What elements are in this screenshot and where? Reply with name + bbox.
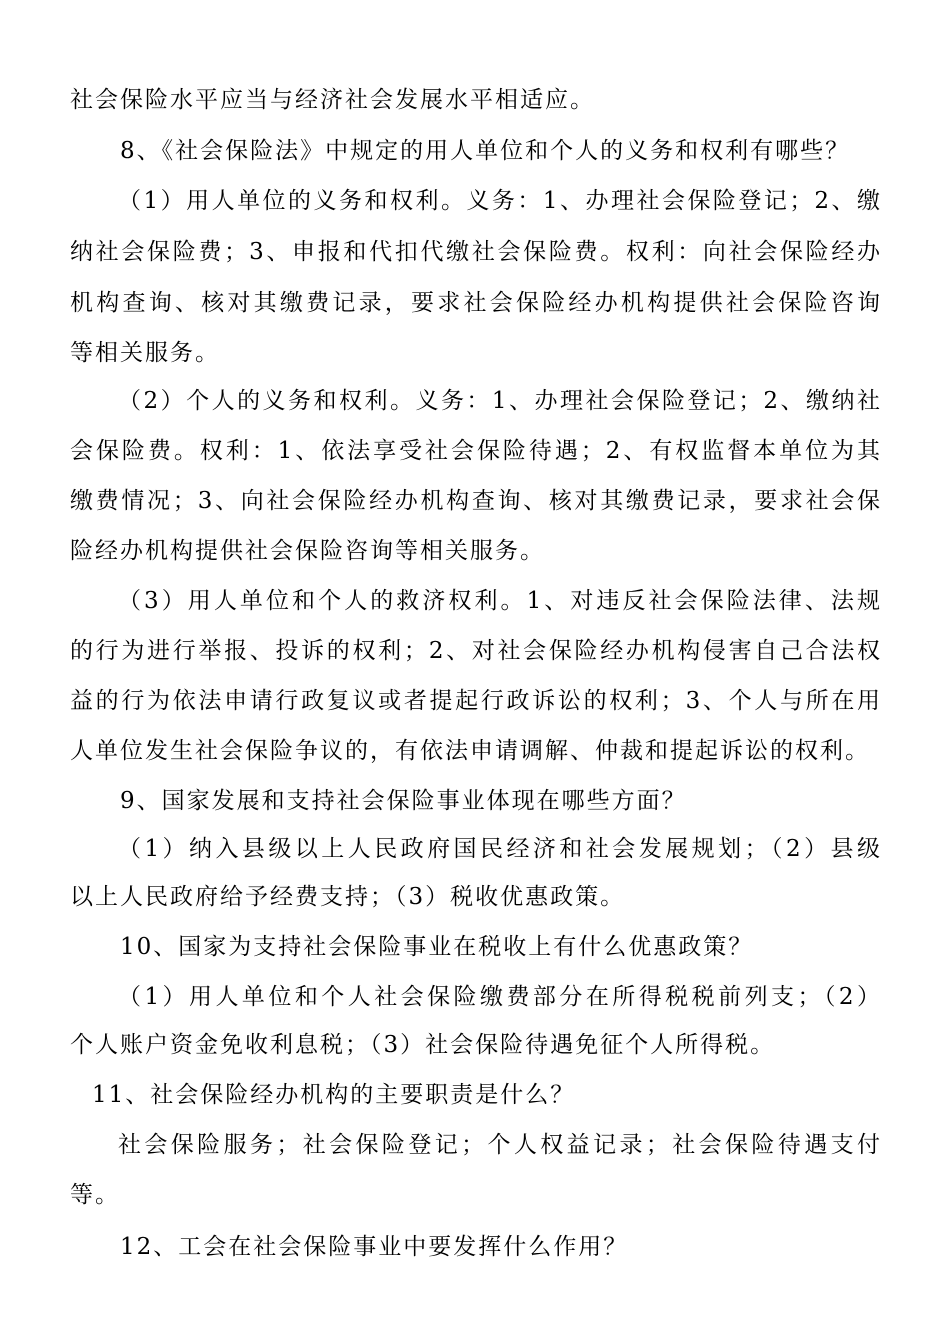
- paragraph-line: 社会保险水平应当与经济社会发展水平相适应。: [70, 87, 595, 113]
- paragraph-line: 机构查询、核对其缴费记录，要求社会保险经办机构提供社会保险咨询: [70, 290, 882, 316]
- paragraph-line: 个人账户资金免收利息税；（3）社会保险待遇免征个人所得税。: [70, 1032, 776, 1058]
- paragraph-line: 会保险费。权利：1、依法享受社会保险待遇；2、有权监督本单位为其: [70, 438, 882, 464]
- paragraph-line: 纳社会保险费；3、申报和代扣代缴社会保险费。权利：向社会保险经办: [70, 239, 882, 265]
- paragraph-line: 以上人民政府给予经费支持；（3）税收优惠政策。: [70, 884, 626, 910]
- question-heading: 12、工会在社会保险事业中要发挥什么作用？: [120, 1234, 629, 1260]
- paragraph-line: 缴费情况；3、向社会保险经办机构查询、核对其缴费记录，要求社会保: [70, 488, 882, 514]
- paragraph-line: 益的行为依法申请行政复议或者提起行政诉讼的权利；3、个人与所在用: [70, 688, 882, 714]
- paragraph-line: 社会保险服务；社会保险登记；个人权益记录；社会保险待遇支付: [118, 1132, 882, 1158]
- question-heading: 11、社会保险经办机构的主要职责是什么？: [92, 1082, 576, 1108]
- paragraph-line: （3）用人单位和个人的救济权利。1、对违反社会保险法律、法规: [118, 588, 882, 614]
- paragraph-line: （1）纳入县级以上人民政府国民经济和社会发展规划；（2）县级: [118, 836, 882, 862]
- paragraph-line: 险经办机构提供社会保险咨询等相关服务。: [70, 538, 545, 564]
- paragraph-line: （2）个人的义务和权利。义务：1、办理社会保险登记；2、缴纳社: [118, 388, 882, 414]
- question-heading: 10、国家为支持社会保险事业在税收上有什么优惠政策？: [120, 934, 754, 960]
- question-heading: 8、《社会保险法》中规定的用人单位和个人的义务和权利有哪些？: [120, 138, 851, 164]
- paragraph-line: （1）用人单位的义务和权利。义务：1、办理社会保险登记；2、缴: [118, 188, 882, 214]
- paragraph-line: 等。: [70, 1182, 120, 1208]
- paragraph-line: 人单位发生社会保险争议的，有依法申请调解、仲裁和提起诉讼的权利。: [70, 738, 870, 764]
- paragraph-line: （1）用人单位和个人社会保险缴费部分在所得税税前列支；（2）: [118, 984, 882, 1010]
- question-heading: 9、国家发展和支持社会保险事业体现在哪些方面？: [120, 788, 687, 814]
- paragraph-line: 等相关服务。: [70, 340, 220, 366]
- paragraph-line: 的行为进行举报、投诉的权利；2、对社会保险经办机构侵害自己合法权: [70, 638, 882, 664]
